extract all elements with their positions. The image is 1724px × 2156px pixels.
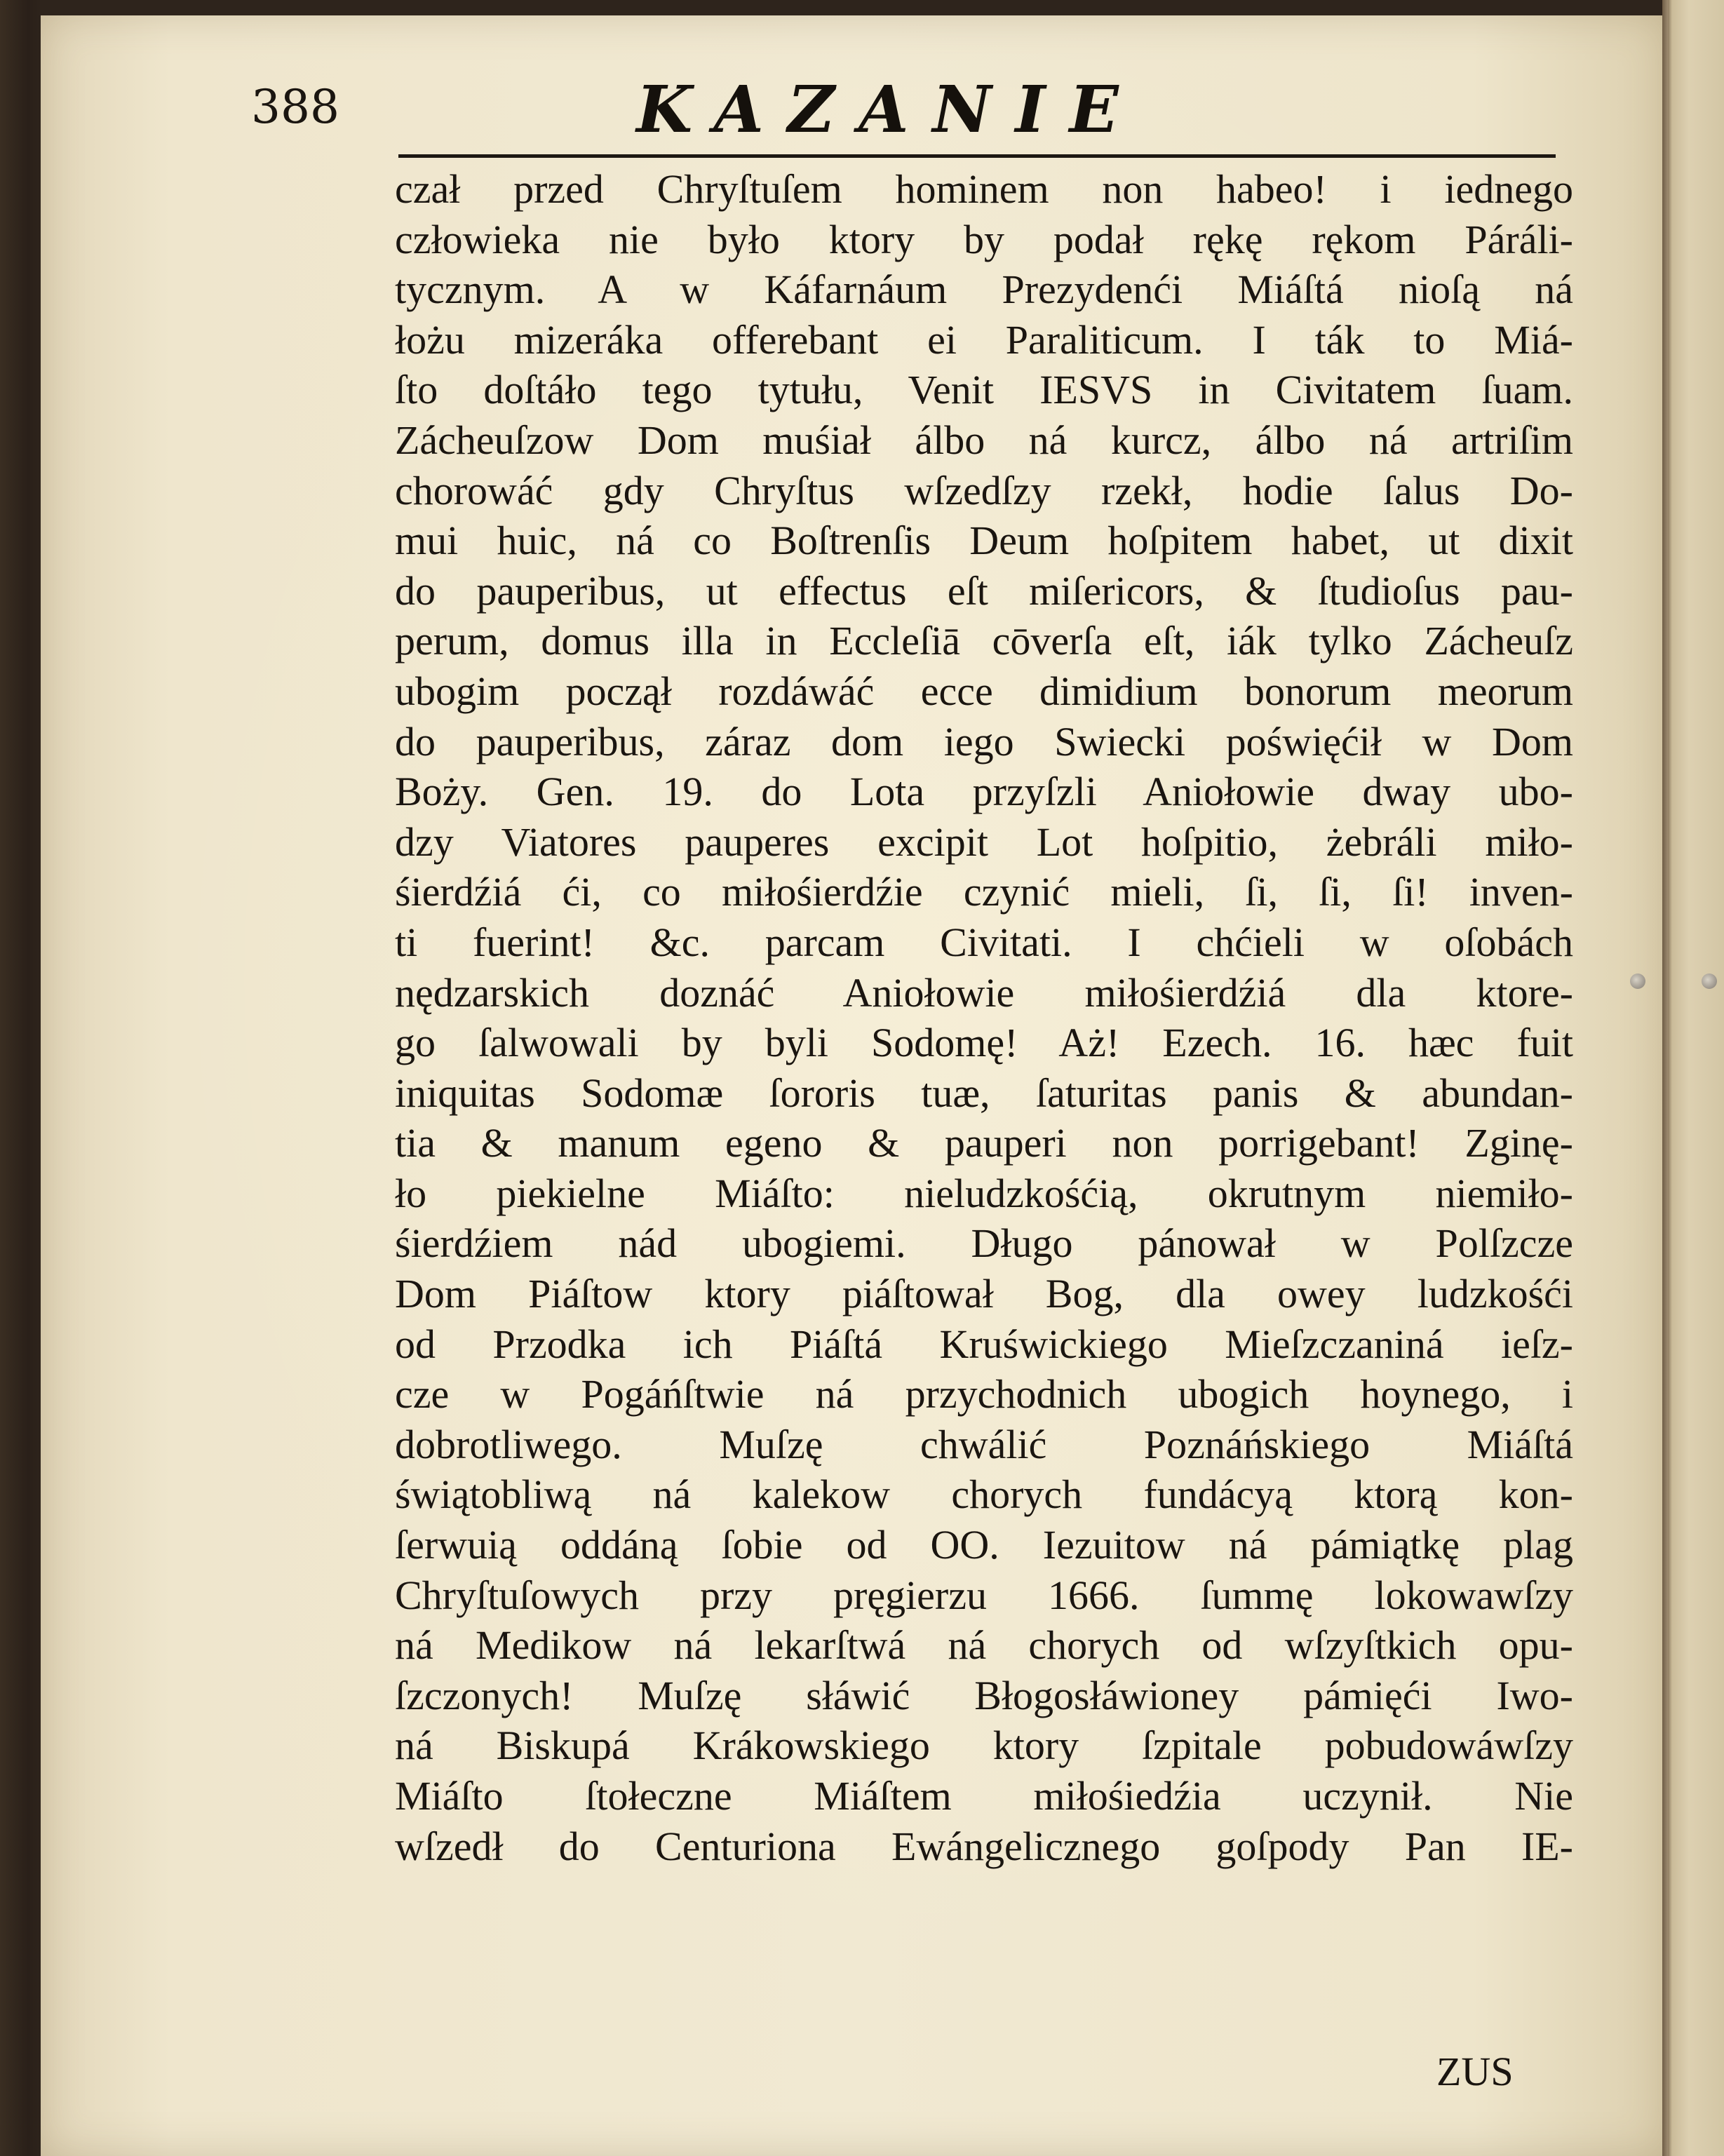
running-title: KAZANIE bbox=[636, 72, 1143, 147]
text-line: ti fuerint! &c. parcam Civitati. I chćieli w oſobách bbox=[395, 919, 1573, 965]
text-line: ná Biskupá Krákowskiego ktory ſzpitale pobudowáwſzy bbox=[395, 1723, 1573, 1769]
text-line: cze w Pogáńſtwie ná przychodnich ubogich hoynego, i bbox=[395, 1371, 1573, 1417]
text-line: ná Medikow ná lekarſtwá ná chorych od wſzyſtkich opu- bbox=[395, 1622, 1573, 1669]
text-line: dzy Viatores pauperes excipit Lot hoſpitio, żebráli miło- bbox=[395, 818, 1573, 865]
text-line: ubogim począł rozdáwáć ecce dimidium bonorum meorum bbox=[395, 668, 1573, 714]
binding-hole-right bbox=[1702, 973, 1717, 989]
text-line: chorowáć gdy Chryſtus wſzedſzy rzekł, hodie ſalus Do- bbox=[395, 467, 1573, 513]
text-line: tia & manum egeno & pauperi non porrigebant! Zginę- bbox=[395, 1120, 1573, 1166]
text-line: tycznym. A w Káfarnáum Prezydenći Miáſtá nioſą ná bbox=[395, 267, 1573, 313]
text-line: człowieka nie było ktory by podał rękę rękom Páráli- bbox=[395, 216, 1573, 262]
text-line: nędzarskich doznáć Aniołowie miłośierdźiá dla ktore- bbox=[395, 969, 1573, 1016]
book-page bbox=[41, 15, 1668, 2156]
text-line: do pauperibus, záraz dom iego Swiecki poświęćił w Dom bbox=[395, 718, 1573, 764]
text-line: go ſalwowali by byli Sodomę! Aż! Ezech. 16. hæc fuit bbox=[395, 1020, 1573, 1066]
text-line: czał przed Chryſtuſem hominem non habeo! i iednego bbox=[395, 166, 1573, 212]
body-text bbox=[395, 164, 1573, 1871]
text-line: łożu mizeráka offerebant ei Paraliticum. I ták to Miá- bbox=[395, 316, 1573, 363]
text-line: wſzedł do Centuriona Ewángelicznego goſpody Pan IE- bbox=[395, 1823, 1573, 1869]
text-line: świątobliwą ná kalekow chorych fundácyą ktorą kon- bbox=[395, 1471, 1573, 1518]
text-line: Dom Piáſtow ktory piáſtował Bog, dla owey ludzkośći bbox=[395, 1271, 1573, 1317]
text-line: iniquitas Sodomæ ſororis tuæ, ſaturitas panis & abundan- bbox=[395, 1070, 1573, 1116]
text-line: od Przodka ich Piáſtá Kruświckiego Mieſzczaniná ieſz- bbox=[395, 1321, 1573, 1367]
header-rule bbox=[398, 154, 1556, 158]
text-line: dobrotliwego. Muſzę chwálić Poznáńskiego Miáſtá bbox=[395, 1421, 1573, 1467]
page-number: 388 bbox=[251, 80, 339, 134]
text-line: do pauperibus, ut effectus eſt miſericors, & ſtudioſus pau- bbox=[395, 567, 1573, 614]
text-line: Miáſto ſtołeczne Miáſtem miłośiedźia uczynił. Nie bbox=[395, 1773, 1573, 1819]
text-line: ſto doſtáło tego tytułu, Venit IESVS in Civitatem ſuam. bbox=[395, 367, 1573, 413]
binding-hole-left bbox=[1630, 973, 1645, 989]
text-line: ſzczonych! Muſzę słáwić Błogosłáwioney pámięći Iwo- bbox=[395, 1672, 1573, 1718]
text-line: Boży. Gen. 19. do Lota przyſzli Aniołowie dway ubo- bbox=[395, 769, 1573, 815]
text-line: Zácheuſzow Dom muśiał álbo ná kurcz, álbo ná artriſim bbox=[395, 417, 1573, 463]
text-line: perum, domus illa in Eccleſiā cōverſa eſt, iák tylko Zácheuſz bbox=[395, 618, 1573, 664]
text-line: ſerwuią oddáną ſobie od OO. Iezuitow ná pámiątkę plag bbox=[395, 1522, 1573, 1568]
text-line: Chryſtuſowych przy pręgierzu 1666. ſummę lokowawſzy bbox=[395, 1572, 1573, 1618]
text-line: mui huic, ná co Boſtrenſis Deum hoſpitem habet, ut dixit bbox=[395, 518, 1573, 564]
text-line: śierdźiá ći, co miłośierdźie czynić mieli, ſi, ſi, ſi! inven- bbox=[395, 869, 1573, 915]
text-line: śierdźiem nád ubogiemi. Długo pánował w Polſzcze bbox=[395, 1220, 1573, 1267]
text-line: ło piekielne Miáſto: nieludzkośćią, okrutnym niemiło- bbox=[395, 1170, 1573, 1216]
facing-page-edge bbox=[1668, 0, 1724, 2156]
catchword: ZUS bbox=[1436, 2049, 1514, 2094]
